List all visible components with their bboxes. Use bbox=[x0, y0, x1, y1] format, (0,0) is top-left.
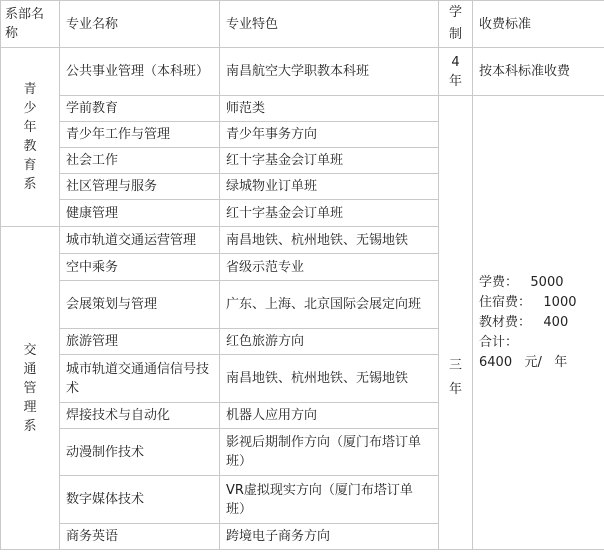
major-cell: 学前教育 bbox=[60, 96, 220, 122]
fee-cell: 按本科标准收费 bbox=[473, 48, 604, 96]
major-cell: 社区管理与服务 bbox=[60, 174, 220, 200]
header-dept: 系部名称 bbox=[1, 1, 60, 48]
major-cell: 数字媒体技术 bbox=[60, 476, 220, 524]
fee-total: 6400 元/ 年 bbox=[479, 354, 568, 370]
major-cell: 旅游管理 bbox=[60, 329, 220, 355]
feature-cell: 绿城物业订单班 bbox=[220, 174, 439, 200]
table-header-row bbox=[1, 1, 604, 48]
feature-cell: 师范类 bbox=[220, 96, 439, 122]
major-cell: 会展策划与管理 bbox=[60, 281, 220, 329]
feature-cell: 红十字基金会订单班 bbox=[220, 148, 439, 174]
feature-cell: 南昌地铁、杭州地铁、无锡地铁 bbox=[220, 355, 439, 403]
major-cell: 城市轨道交通通信信号技术 bbox=[60, 355, 220, 403]
feature-cell: 广东、上海、北京国际会展定向班 bbox=[220, 281, 439, 329]
dept-cell: 青少年教育系 bbox=[1, 48, 60, 227]
feature-cell: VR虚拟现实方向（厦门布塔订单班） bbox=[220, 476, 439, 524]
feature-cell: 南昌航空大学职教本科班 bbox=[220, 48, 439, 96]
major-cell: 空中乘务 bbox=[60, 254, 220, 281]
major-cell: 社会工作 bbox=[60, 148, 220, 174]
feature-cell: 省级示范专业 bbox=[220, 254, 439, 281]
years-cell: 4年 bbox=[439, 48, 473, 96]
feature-cell: 青少年事务方向 bbox=[220, 122, 439, 148]
feature-cell: 影视后期制作方向（厦门布塔订单班） bbox=[220, 429, 439, 476]
major-cell: 青少年工作与管理 bbox=[60, 122, 220, 148]
major-cell: 健康管理 bbox=[60, 200, 220, 227]
table-row bbox=[1, 48, 604, 96]
header-fee: 收费标准 bbox=[473, 1, 604, 48]
fee-tuition: 学费： 5000 bbox=[479, 274, 564, 290]
years-cell-shared: 三年 bbox=[439, 96, 473, 550]
feature-cell: 跨境电子商务方向 bbox=[220, 524, 439, 550]
fee-housing: 住宿费： 1000 bbox=[479, 294, 577, 310]
major-cell: 城市轨道交通运营管理 bbox=[60, 227, 220, 254]
header-major: 专业名称 bbox=[60, 1, 220, 48]
table-row bbox=[1, 96, 604, 122]
dept-cell: 交通管理系 bbox=[1, 227, 60, 550]
fee-total-label: 合计： bbox=[479, 334, 519, 350]
major-cell: 动漫制作技术 bbox=[60, 429, 220, 476]
major-cell: 公共事业管理（本科班） bbox=[60, 48, 220, 96]
feature-cell: 红十字基金会订单班 bbox=[220, 200, 439, 227]
fee-textbook: 教材费： 400 bbox=[479, 314, 569, 330]
feature-cell: 红色旅游方向 bbox=[220, 329, 439, 355]
fee-cell-shared bbox=[473, 96, 604, 550]
major-cell: 商务英语 bbox=[60, 524, 220, 550]
feature-cell: 南昌地铁、杭州地铁、无锡地铁 bbox=[220, 227, 439, 254]
header-feature: 专业特色 bbox=[220, 1, 439, 48]
feature-cell: 机器人应用方向 bbox=[220, 403, 439, 429]
header-years: 学制 bbox=[439, 1, 473, 48]
major-cell: 焊接技术与自动化 bbox=[60, 403, 220, 429]
